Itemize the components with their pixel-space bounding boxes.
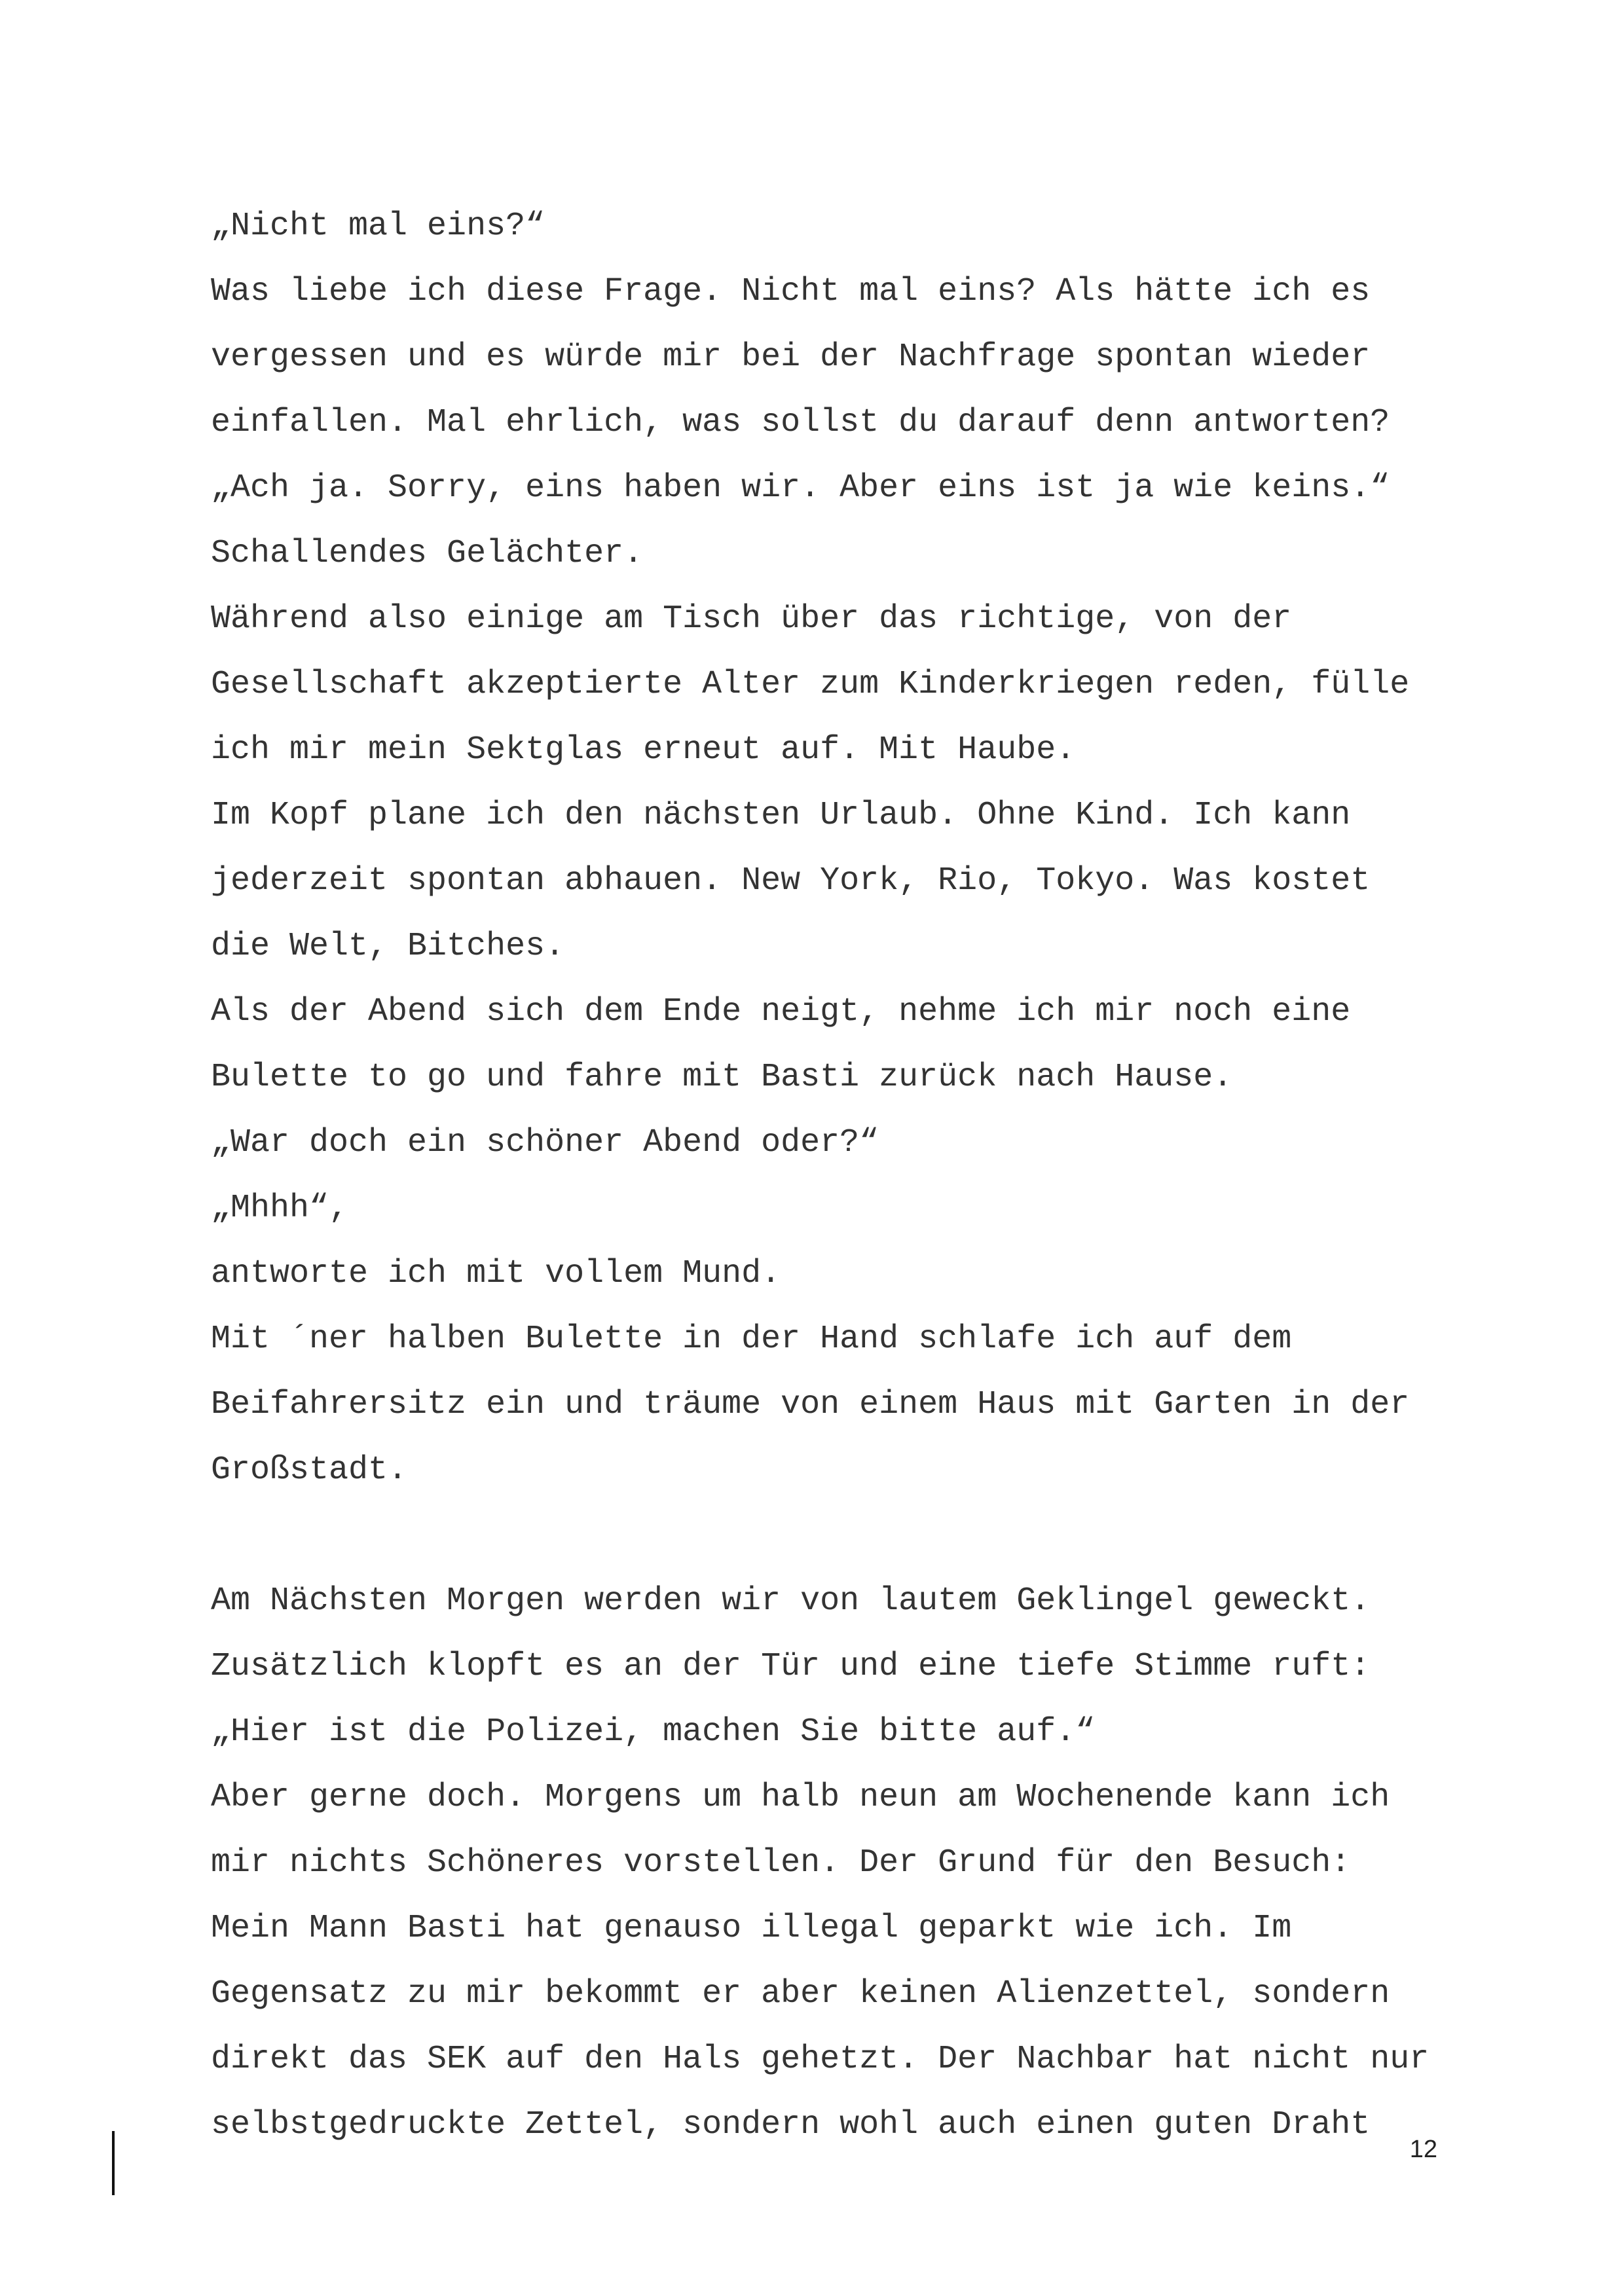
margin-change-bar — [112, 2131, 115, 2195]
text-line: Am Nächsten Morgen werden wir von lautem Geklingel geweckt. — [211, 1582, 1371, 1620]
text-line: Aber gerne doch. Morgens um halb neun am Wochenende kann ich — [211, 1779, 1390, 1816]
text-line: die Welt, Bitches. — [211, 928, 565, 965]
text-line: einfallen. Mal ehrlich, was sollst du darauf denn antworten? — [211, 404, 1390, 441]
text-line: Mit ´ner halben Bulette in der Hand schlafe ich auf dem — [211, 1321, 1292, 1358]
text-line: Gegensatz zu mir bekommt er aber keinen Alienzettel, sondern — [211, 1975, 1390, 2013]
text-line: „War doch ein schöner Abend oder?“ — [211, 1124, 879, 1161]
text-line: „Nicht mal eins?“ — [211, 208, 545, 245]
text-line: „Hier ist die Polizei, machen Sie bitte auf.“ — [211, 1713, 1096, 1751]
page-number: 12 — [1409, 2136, 1437, 2163]
text-line: ich mir mein Sektglas erneut auf. Mit Haube. — [211, 731, 1076, 769]
text-line: „Mhhh“, — [211, 1190, 349, 1227]
text-line: direkt das SEK auf den Hals gehetzt. Der Nachbar hat nicht nur — [211, 2041, 1430, 2078]
text-line: Gesellschaft akzeptierte Alter zum Kinderkriegen reden, fülle — [211, 666, 1410, 703]
text-line: Schallendes Gelächter. — [211, 535, 644, 572]
text-line: Zusätzlich klopft es an der Tür und eine tiefe Stimme ruft: — [211, 1648, 1371, 1685]
text-line: Während also einige am Tisch über das richtige, von der — [211, 600, 1292, 638]
text-line: Was liebe ich diese Frage. Nicht mal eins? Als hätte ich es — [211, 273, 1371, 310]
text-line: vergessen und es würde mir bei der Nachfrage spontan wieder — [211, 338, 1371, 376]
body-text — [211, 194, 1494, 2158]
text-line: selbstgedruckte Zettel, sondern wohl auch einen guten Draht — [211, 2106, 1371, 2143]
text-line: Beifahrersitz ein und träume von einem Haus mit Garten in der — [211, 1386, 1410, 1423]
blank-line — [211, 1503, 1494, 1569]
text-line: Als der Abend sich dem Ende neigt, nehme ich mir noch eine — [211, 993, 1351, 1030]
text-line: Im Kopf plane ich den nächsten Urlaub. Ohne Kind. Ich kann — [211, 797, 1351, 834]
text-line: mir nichts Schöneres vorstellen. Der Grund für den Besuch: — [211, 1844, 1351, 1882]
text-line: Großstadt. — [211, 1451, 408, 1489]
text-line: Bulette to go und fahre mit Basti zurück nach Hause. — [211, 1059, 1233, 1096]
text-line: Mein Mann Basti hat genauso illegal geparkt wie ich. Im — [211, 1910, 1292, 1947]
text-line: antworte ich mit vollem Mund. — [211, 1255, 781, 1292]
text-line: „Ach ja. Sorry, eins haben wir. Aber eins ist ja wie keins.“ — [211, 469, 1390, 507]
text-line: jederzeit spontan abhauen. New York, Rio, Tokyo. Was kostet — [211, 862, 1371, 900]
